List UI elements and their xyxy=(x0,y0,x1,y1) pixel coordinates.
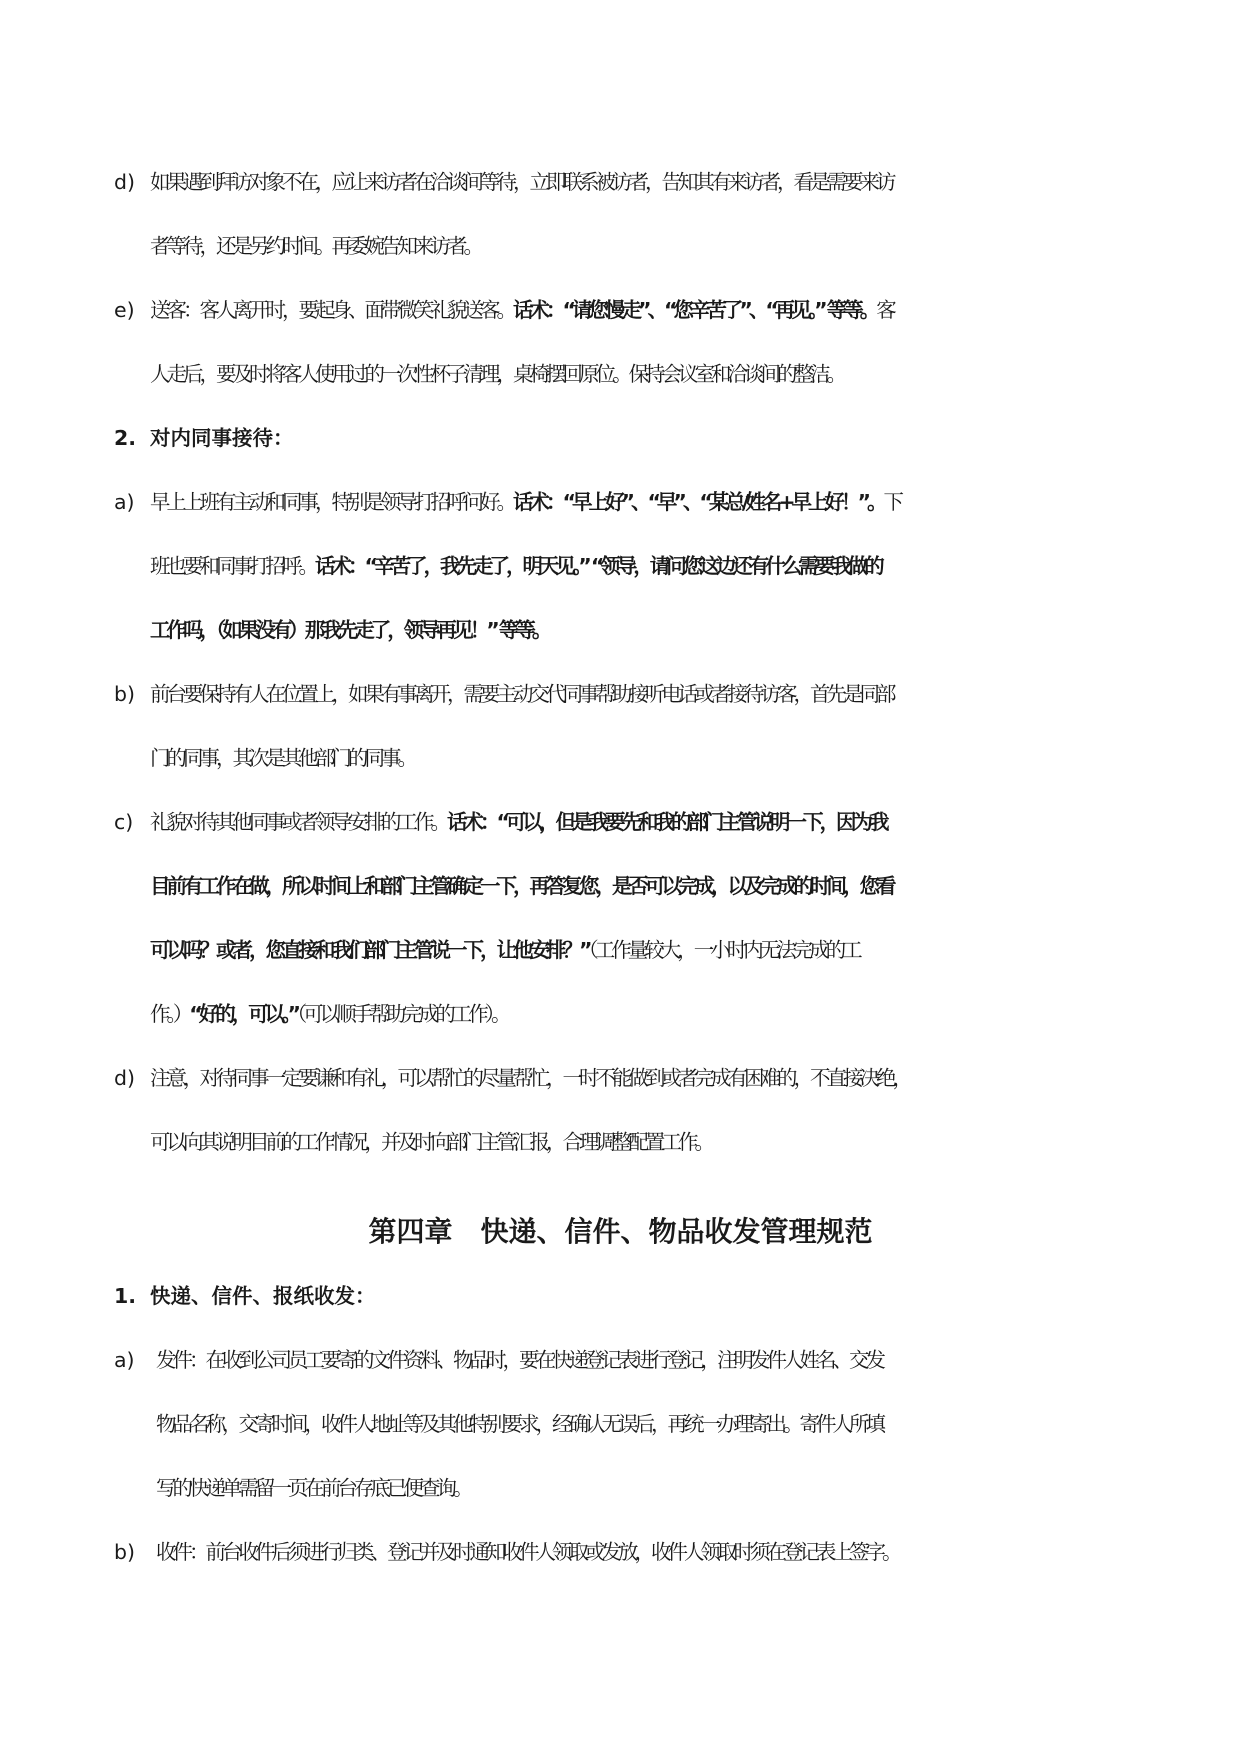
list-marker: d) xyxy=(114,1066,136,1090)
chapter-title: 第四章 快递、信件、物品收发管理规范 xyxy=(368,1215,873,1248)
section-number: 1. xyxy=(114,1284,137,1308)
list-item-b-staffing xyxy=(114,662,1134,790)
list-item-d-visitor-absent xyxy=(114,150,1134,278)
paragraph-line: 如果遇到拜访对象不在，应让来访者在洽谈间等待，立即联系被访者，告知其有来访者，看是需要来访 xyxy=(150,170,893,194)
paragraph-line: 人走后，要及时将客人使用过的一次性杯子清理，桌椅摆回原位。保持会议室和洽谈间的整洁。 xyxy=(150,362,843,386)
section-title: 快递、信件、报纸收发： xyxy=(150,1284,376,1308)
list-item-d-courtesy xyxy=(114,1046,1134,1174)
list-marker: a) xyxy=(114,1348,135,1372)
list-item-e-see-off xyxy=(114,278,1134,406)
script-phrase: 话术：“请您慢走”、“您辛苦了”、“再见。” 等等。 xyxy=(513,298,877,322)
list-marker: c) xyxy=(114,810,134,834)
list-item-c-assigned-work xyxy=(114,790,1134,1046)
list-marker: a) xyxy=(114,490,135,514)
script-phrase: 话术：“辛苦了，我先走了，明天见。” “领导，请问您这边还有什么需要我做的 xyxy=(315,554,881,578)
paragraph-text: 作。） xyxy=(150,1002,190,1026)
script-phrase: 可以吗？或者，您直接和我们部门主管说一下，让他安排？” xyxy=(150,938,589,962)
section-title: 对内同事接待： xyxy=(150,426,294,450)
paragraph-line: 写的快递单需留一页在前台存底已便查询。 xyxy=(156,1476,470,1500)
list-marker: b) xyxy=(114,682,136,706)
list-item-a-sending xyxy=(114,1328,1134,1520)
paragraph-line: 门的同事，其次是其他部门的同事。 xyxy=(150,746,414,770)
list-marker: e) xyxy=(114,298,135,322)
paragraph-line: 物品名称，交寄时间，收件人地址等及其他特别要求，经确认无误后，再统一办理寄出。寄件人所填 xyxy=(156,1412,882,1436)
paragraph-text: 下 xyxy=(883,490,901,514)
paragraph-line: 收件：前台收件后须进行归类、登记并及时通知收件人领取或发放，收件人领取时须在登记表上签字。 xyxy=(156,1540,899,1564)
paragraph-text: 客 xyxy=(876,298,893,322)
list-marker: b) xyxy=(114,1540,136,1564)
section-heading-courier xyxy=(114,1264,376,1328)
paragraph-line: 可以向其说明目前的工作情况，并及时向部门主管汇报，合理调整配置工作。 xyxy=(150,1130,711,1154)
paragraph-text: 礼貌对待其他同事或者领导安排的工作。 xyxy=(150,810,447,834)
paragraph-line: 发件：在收到公司员工要寄的文件资料、物品时，要在快递登记表进行登记，注明发件人姓名、交发 xyxy=(156,1348,882,1372)
script-phrase: 工作吗，（如果没有）那我先走了，领导再见！” 等等。 xyxy=(150,618,549,642)
section-number: 2. xyxy=(114,426,137,450)
paragraph-text: （可以顺手帮助完成的工作）。 xyxy=(296,1002,508,1026)
script-phrase: “好的，可以。” xyxy=(189,1002,297,1026)
paragraph-text: 班也要和同事打招呼。 xyxy=(150,554,315,578)
paragraph-line: 者等待，还是另约时间。再委婉告知来访者。 xyxy=(150,234,480,258)
paragraph-text: 送客：客人离开时，要起身、面带微笑礼貌送客。 xyxy=(150,298,513,322)
section-heading-internal xyxy=(114,406,294,470)
list-marker: d) xyxy=(114,170,136,194)
script-phrase: 话术：“可以，但是我要先和我的部门主管说明一下，因为我 xyxy=(447,810,886,834)
paragraph-text: （工作量较大，一小时内无法完成的工 xyxy=(588,938,859,962)
paragraph-line: 注意，对待同事一定要谦和有礼，可以帮忙的尽量帮忙，一时不能做到或者完成有困难的，不直接决绝， xyxy=(150,1066,909,1090)
paragraph-line: 前台要保持有人在位置上，如果有事离开，需要主动交代同事帮助接听电话或者接待访客，首先是同部 xyxy=(150,682,893,706)
list-item-b-receiving xyxy=(114,1520,1134,1584)
paragraph-text: 早上上班有主动和同事，特别是领导打招呼问好。 xyxy=(150,490,513,514)
script-phrase: 话术：“早上好”、“早”、“某总/姓名+早上好！”。 xyxy=(513,490,884,514)
list-item-a-greeting xyxy=(114,470,1134,662)
script-phrase: 目前有工作在做，所以时间上和部门主管确定一下，再答复您，是否可以完成，以及完成的时间，您看 xyxy=(150,874,893,898)
